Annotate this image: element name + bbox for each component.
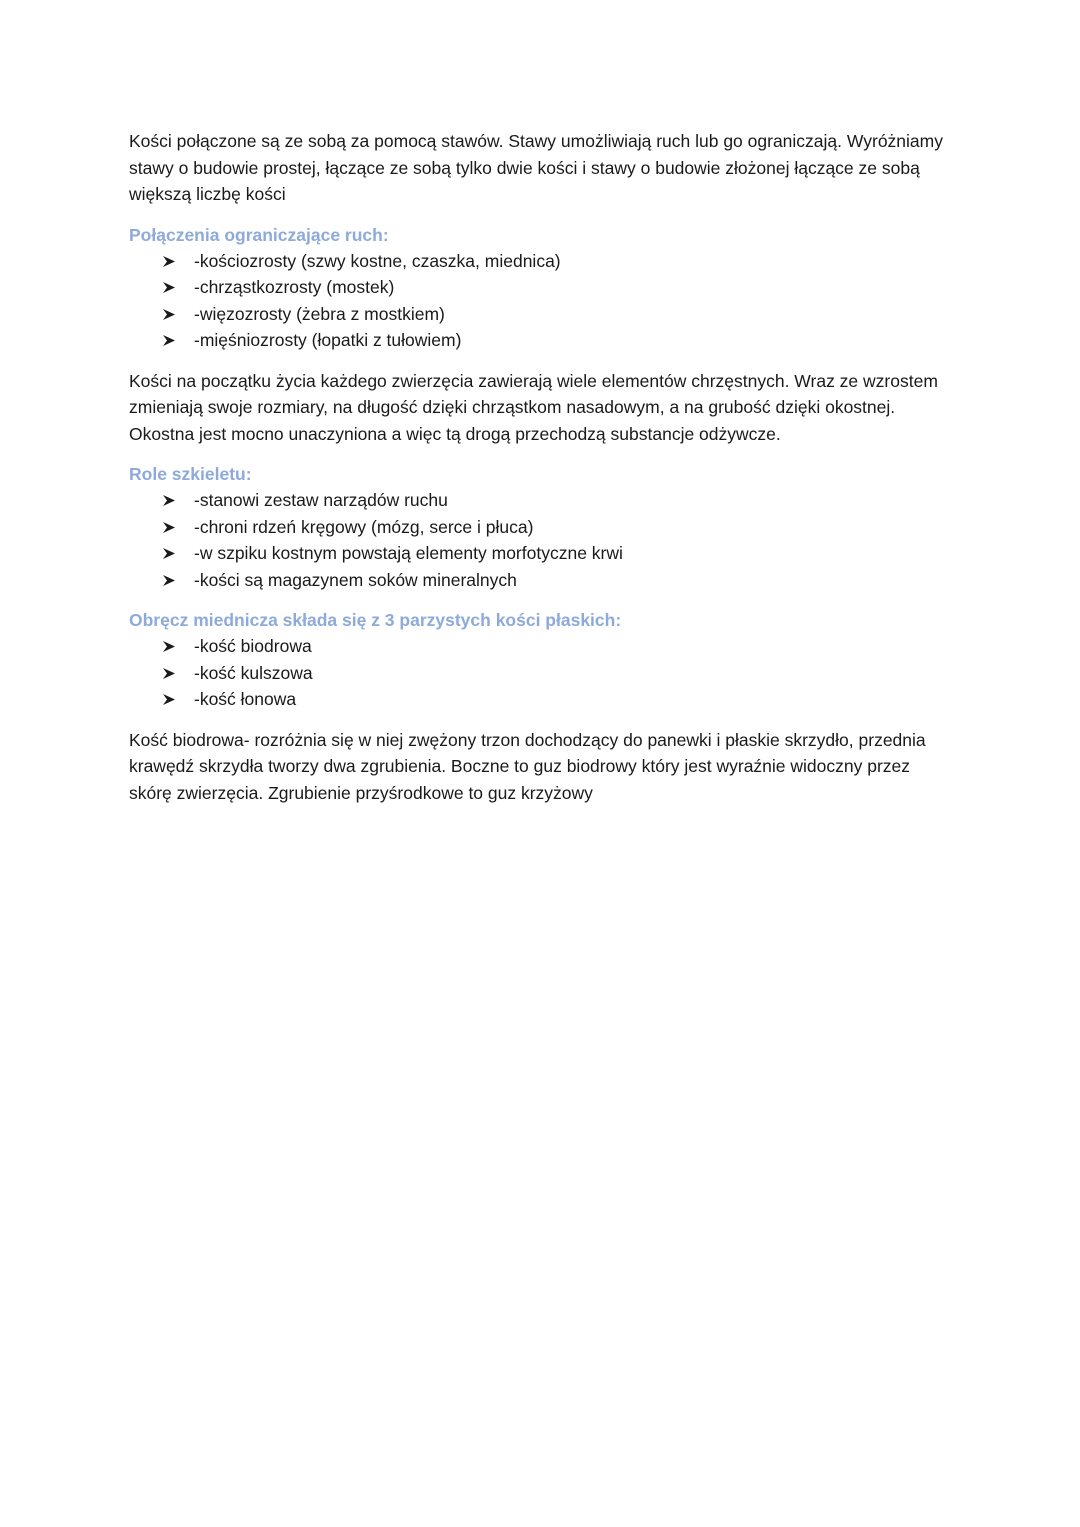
list-item [129, 327, 949, 354]
list-item [129, 514, 949, 541]
roles-heading: Role szkieletu: [129, 464, 252, 484]
list-item [129, 274, 949, 301]
list-item-text: -kość łonowa [194, 689, 297, 709]
intro-paragraph: Kości połączone są ze sobą za pomocą stawów. Stawy umożliwiają ruch lub go ograniczają. Wyróżniamy stawy o budowie prostej, łączące ze sobą tylko dwie kości i stawy o budowie złożonej łączące ze sobą większą liczbę kości [129, 131, 943, 204]
arrowhead-bullet-icon [163, 282, 175, 293]
list-item [129, 686, 949, 713]
arrowhead-bullet-icon [163, 575, 175, 586]
list-item-text: -kościozrosty (szwy kostne, czaszka, miednica) [194, 250, 561, 271]
list-item-text: -w szpiku kostnym powstają elementy morfotyczne krwi [194, 543, 623, 563]
arrowhead-bullet-icon [163, 548, 175, 559]
pelvis-list [129, 633, 949, 713]
arrowhead-bullet-icon [163, 522, 175, 533]
hip-paragraph: Kość biodrowa- rozróżnia się w niej zwężony trzon dochodzący do panewki i płaskie skrzydło, przednia krawędź skrzydła tworzy dwa zgrubienia. Boczne to guz biodrowy który jest wyraźnie widoczny przez skórę zwierzęcia. Zgrubienie przyśrodkowe to guz krzyżowy [129, 729, 926, 803]
arrowhead-bullet-icon [163, 256, 175, 267]
list-item [129, 567, 949, 594]
arrowhead-bullet-icon [163, 335, 175, 346]
arrowhead-bullet-icon [163, 309, 175, 320]
arrowhead-bullet-icon [163, 694, 175, 705]
document-page [129, 128, 949, 806]
list-item-text: -mięśniozrosty (łopatki z tułowiem) [194, 330, 462, 350]
joints-heading: Połączenia ograniczające ruch: [129, 224, 389, 245]
list-item [129, 487, 949, 514]
roles-list [129, 487, 949, 593]
list-item-text: -kość biodrowa [194, 636, 312, 656]
list-item [129, 660, 949, 687]
arrowhead-bullet-icon [163, 668, 175, 679]
list-item-text: -chrząstkozrosty (mostek) [194, 277, 395, 297]
arrowhead-bullet-icon [163, 495, 175, 506]
growth-paragraph: Kości na początku życia każdego zwierzęcia zawierają wiele elementów chrzęstnych. Wraz ze wzrostem zmieniają swoje rozmiary, na długość dzięki chrząstkom nasadowym, a na grubość dzięki okostnej. Okostna jest mocno unaczyniona a więc tą drogą przechodzą substancje odżywcze. [129, 370, 938, 444]
list-item [129, 540, 949, 567]
list-item [129, 301, 949, 328]
joints-list [129, 248, 949, 354]
list-item [129, 248, 949, 275]
list-item [129, 633, 949, 660]
list-item-text: -kość kulszowa [194, 662, 313, 683]
pelvis-heading: Obręcz miednicza składa się z 3 parzystych kości płaskich: [129, 610, 622, 630]
arrowhead-bullet-icon [163, 641, 175, 652]
list-item-text: -kości są magazynem soków mineralnych [194, 569, 517, 590]
list-item-text: -stanowi zestaw narządów ruchu [194, 490, 448, 510]
list-item-text: -więzozrosty (żebra z mostkiem) [194, 303, 445, 324]
list-item-text: -chroni rdzeń kręgowy (mózg, serce i płuca) [194, 516, 534, 537]
